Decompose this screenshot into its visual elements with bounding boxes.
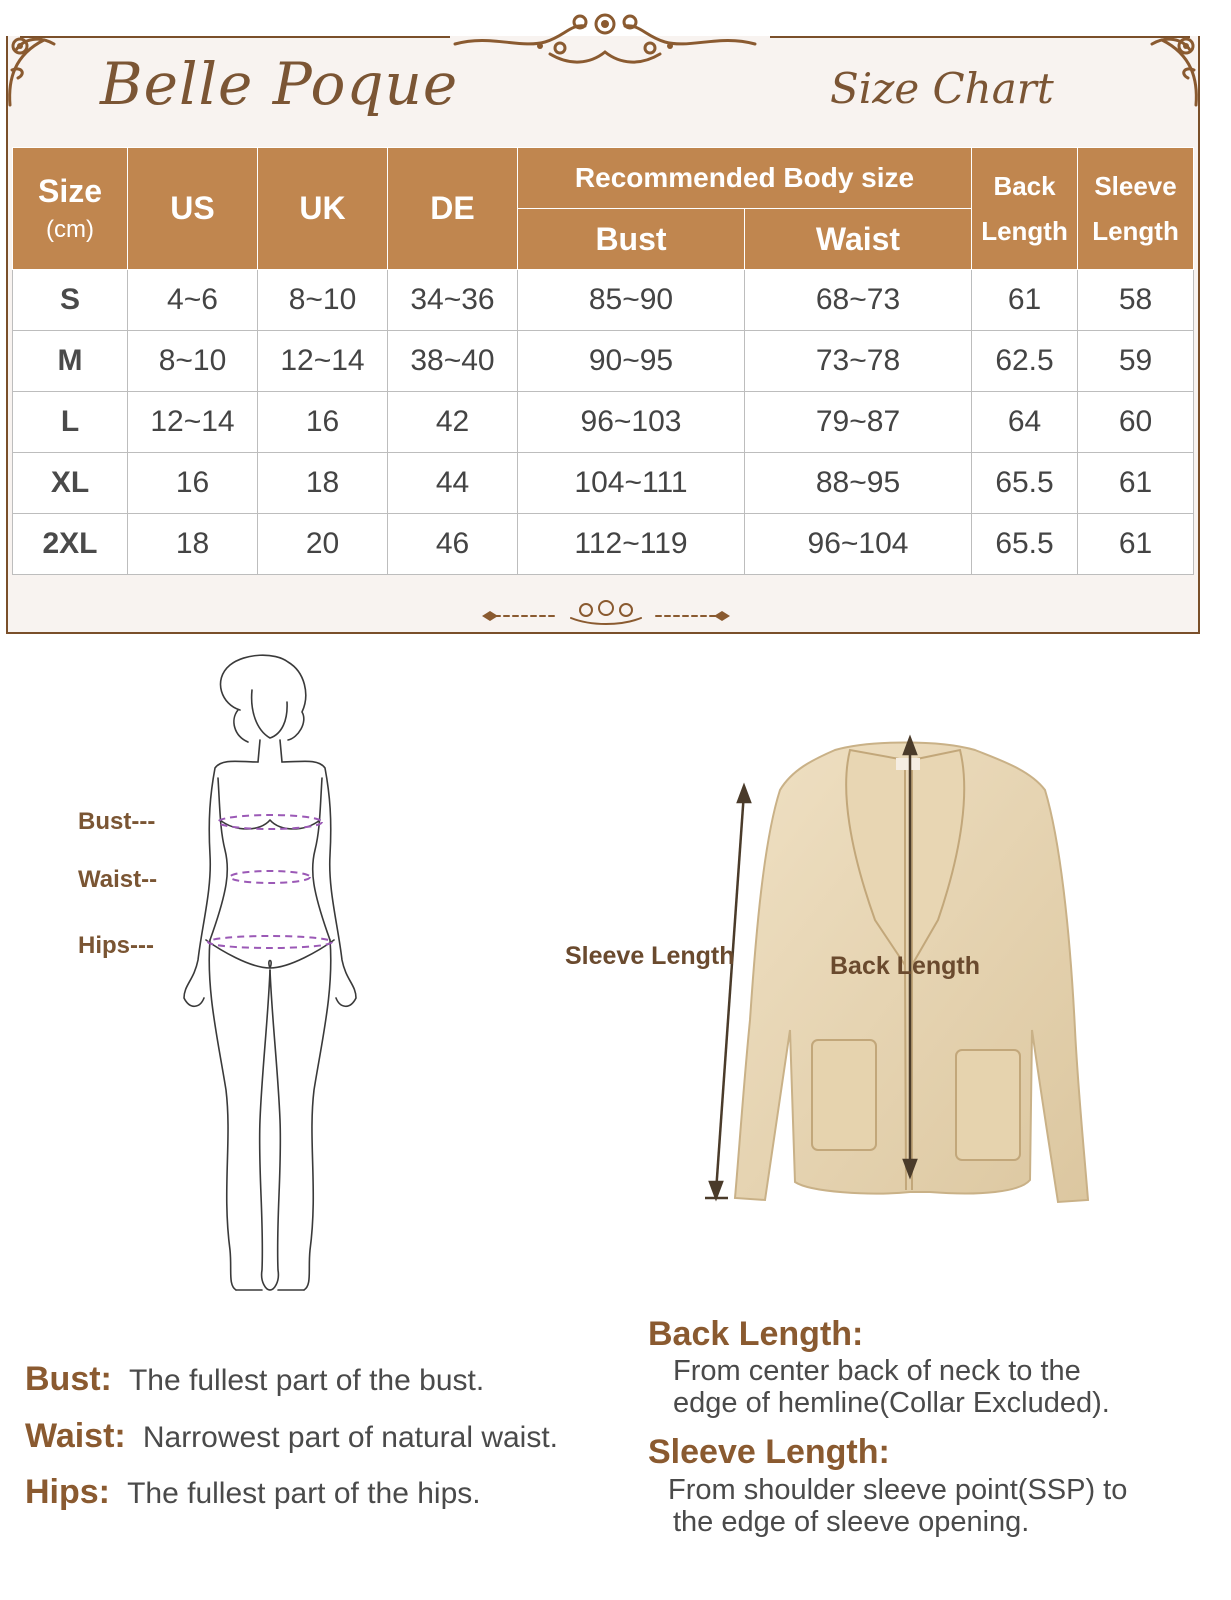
sleeve-length-term: Sleeve Length: [648,1433,890,1471]
header-waist: Waist [745,209,972,270]
waist-cell: 88~95 [745,453,972,514]
de-cell: 34~36 [388,270,518,331]
us-cell: 16 [128,453,258,514]
sleeve-length-cell: 59 [1078,331,1194,392]
bust-cell: 90~95 [518,331,745,392]
garment-back-length-label: Back Length [830,952,981,980]
us-cell: 8~10 [128,331,258,392]
garment-sleeve-length-label: Sleeve Length [565,942,735,970]
back-length-cell: 65.5 [972,514,1078,575]
panel-top-border-right [770,36,1190,38]
header-back-label-2: Length [981,215,1068,246]
de-cell: 42 [388,392,518,453]
sleeve-length-cell: 61 [1078,453,1194,514]
size-table [12,147,1194,575]
header-back-label-1: Back [993,170,1056,201]
header-us: US [128,148,258,270]
header-recommended-body-size: Recommended Body size [518,148,972,209]
chart-title: Size Chart [830,64,1054,113]
uk-cell: 8~10 [258,270,388,331]
waist-cell: 68~73 [745,270,972,331]
header-size [13,148,128,270]
body-measurement-figure [170,650,370,1300]
sleeve-length-cell: 61 [1078,514,1194,575]
size-cell: L [13,392,128,453]
table-row [13,270,1194,331]
back-length-line-2: edge of hemline(Collar Excluded). [673,1387,1110,1419]
uk-cell: 18 [258,453,388,514]
header-size-label: Size [37,173,103,209]
size-cell: 2XL [13,514,128,575]
back-length-line-1: From center back of neck to the [673,1355,1081,1387]
header-sleeve-label-2: Length [1092,215,1179,246]
bust-cell: 85~90 [518,270,745,331]
bust-cell: 112~119 [518,514,745,575]
header-de: DE [388,148,518,270]
us-cell: 12~14 [128,392,258,453]
uk-cell: 20 [258,514,388,575]
bust-term: Bust: [25,1360,112,1398]
de-cell: 38~40 [388,331,518,392]
header-size-unit: (cm) [46,216,94,243]
waist-cell: 79~87 [745,392,972,453]
sleeve-length-cell: 60 [1078,392,1194,453]
waist-term: Waist: [25,1417,126,1455]
panel-top-border-left [20,36,450,38]
bust-cell: 104~111 [518,453,745,514]
header-uk: UK [258,148,388,270]
figure-hips-label: Hips--- [78,932,154,959]
bust-cell: 96~103 [518,392,745,453]
uk-cell: 12~14 [258,331,388,392]
brand-logo-text: Belle Poque [100,50,459,118]
corner-ornament-left [4,30,64,110]
table-row [13,331,1194,392]
corner-ornament-right [1142,30,1202,110]
top-flourish-ornament [450,4,760,76]
size-cell: S [13,270,128,331]
hips-definition [25,1473,481,1512]
us-cell: 18 [128,514,258,575]
sleeve-length-line-1: From shoulder sleeve point(SSP) to [668,1474,1128,1506]
waist-text: Narrowest part of natural waist. [142,1421,559,1454]
back-length-term: Back Length: [648,1315,864,1353]
de-cell: 44 [388,453,518,514]
waist-cell: 96~104 [745,514,972,575]
header-sleeve-label-1: Sleeve [1094,170,1177,201]
table-row [13,392,1194,453]
back-length-cell: 62.5 [972,331,1078,392]
back-length-cell: 64 [972,392,1078,453]
table-row [13,453,1194,514]
bust-text: The fullest part of the bust. [128,1364,485,1397]
uk-cell: 16 [258,392,388,453]
hips-term: Hips: [25,1473,110,1511]
back-length-cell: 65.5 [972,453,1078,514]
table-row [13,514,1194,575]
header-bust: Bust [518,209,745,270]
sleeve-length-cell: 58 [1078,270,1194,331]
de-cell: 46 [388,514,518,575]
header-sleeve-length [1078,148,1194,270]
waist-cell: 73~78 [745,331,972,392]
hips-text: The fullest part of the hips. [127,1477,481,1510]
back-length-cell: 61 [972,270,1078,331]
header-back-length [972,148,1078,270]
size-cell: M [13,331,128,392]
size-cell: XL [13,453,128,514]
bust-definition [25,1360,484,1399]
us-cell: 4~6 [128,270,258,331]
bottom-flourish-ornament [476,596,736,630]
figure-waist-label: Waist-- [78,866,158,893]
figure-bust-label: Bust--- [78,808,156,835]
waist-definition [25,1417,558,1456]
sleeve-length-line-2: the edge of sleeve opening. [673,1506,1030,1538]
